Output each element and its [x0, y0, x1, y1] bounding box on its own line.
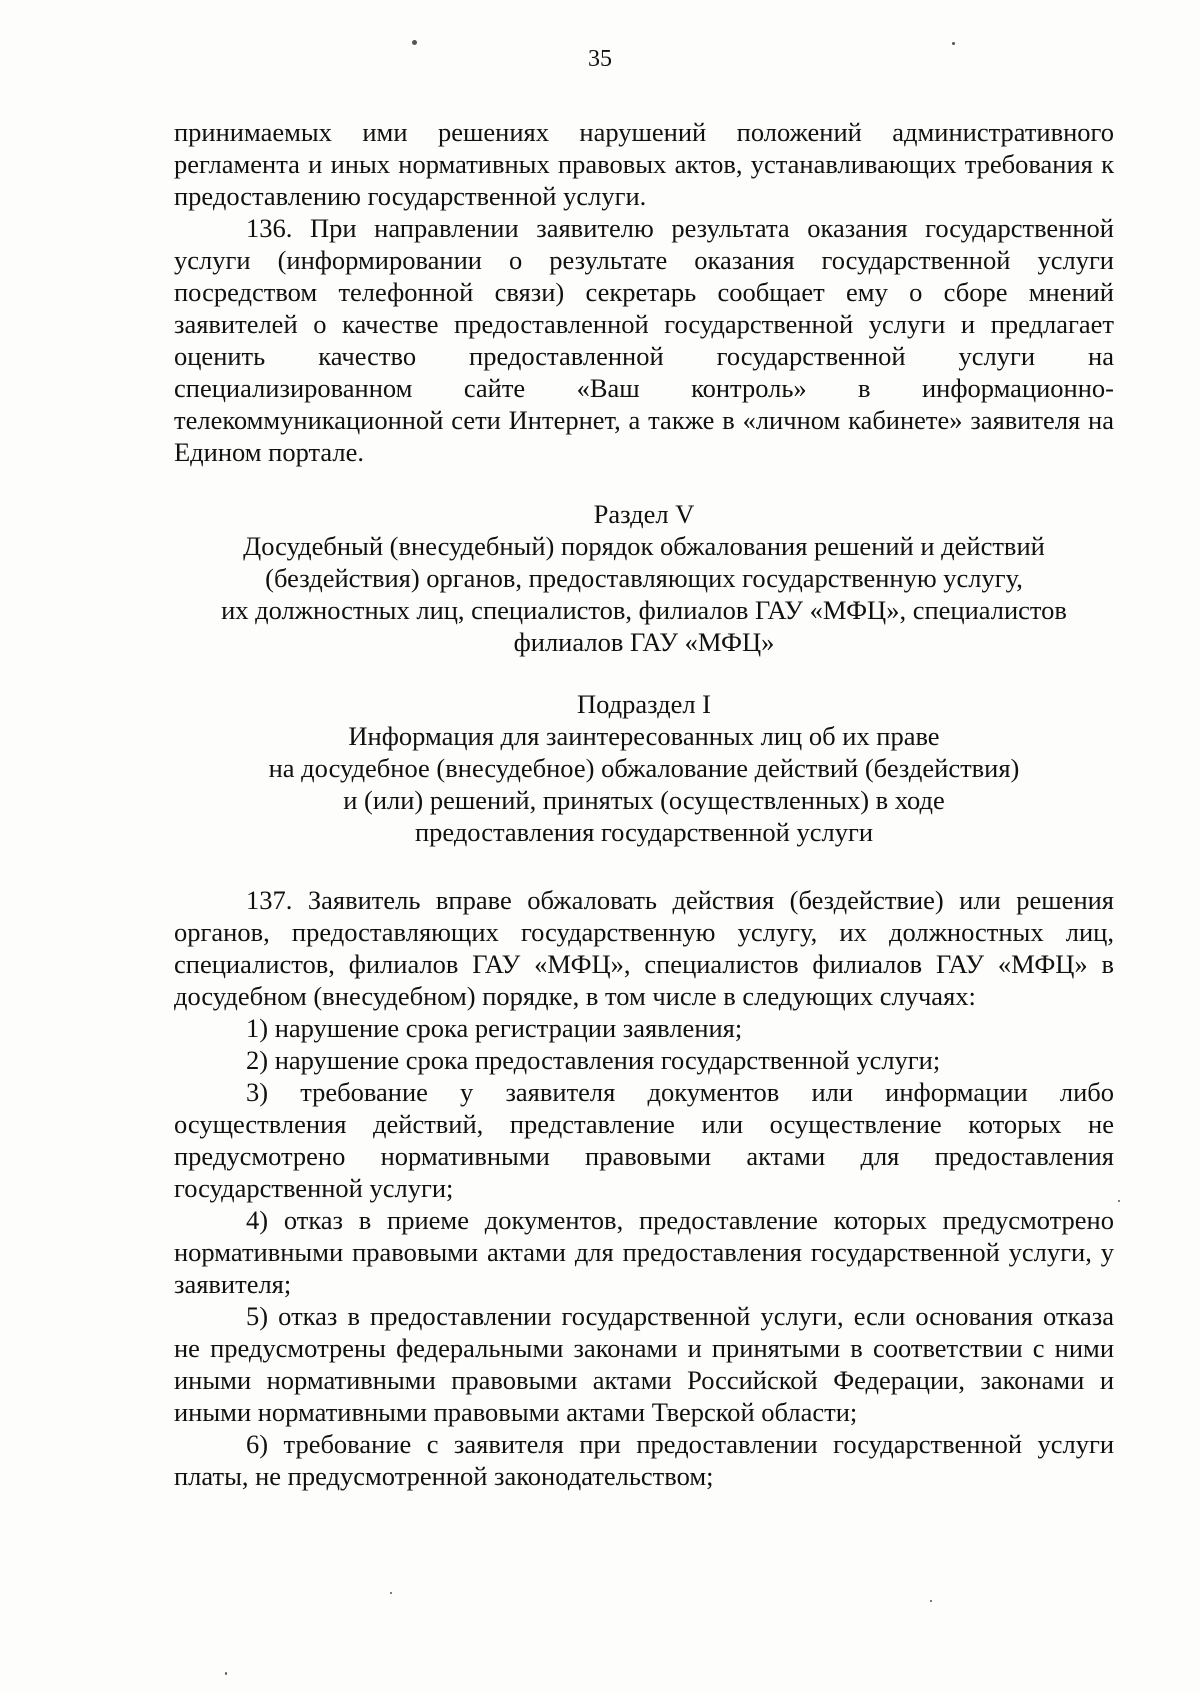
spacer [174, 848, 1114, 884]
list-item: 2) нарушение срока предоставления государственной услуги; [246, 1045, 941, 1075]
scan-speck [952, 42, 955, 45]
document-body [174, 116, 1114, 1492]
scan-speck [412, 40, 417, 45]
section-title-line: их должностных лиц, специалистов, филиалов ГАУ «МФЦ», специалистов [221, 595, 1067, 625]
subsection-label: Подраздел I [576, 689, 712, 719]
paragraph-136: 136. При направлении заявителю результата оказания государственной услуги (информировании о результате оказания государственной услуги посредством телефонной связи) секретарь сообщает ему о сборе мнений заявителей о качестве предоставленной государственной услуги и предлагает оценить качество предоставленной государственной услуги на специализированном сайте «Ваш контроль» в информационно-телекоммуникационной сети Интернет, а также в «личном кабинете» заявителя на Едином портале. [174, 213, 1114, 467]
spacer [174, 658, 1114, 688]
list-item: 5) отказ в предоставлении государственной услуги, если основания отказа не предусмотрены федеральными законами и принятыми в соответствии с ними иными нормативными правовыми актами Российской Федерации, законами и иными нормативными правовыми актами Тверской области; [174, 1301, 1114, 1427]
section-title-line: филиалов ГАУ «МФЦ» [513, 627, 775, 657]
paragraph-137: 137. Заявитель вправе обжаловать действия (бездействие) или решения органов, предоставляющих государственную услугу, их должностных лиц, специалистов, филиалов ГАУ «МФЦ», специалистов филиалов ГАУ «МФЦ» в досудебном (внесудебном) порядке, в том числе в следующих случаях: [174, 885, 1114, 1011]
subsection-title-line: и (или) решений, принятых (осуществленных) в ходе [343, 785, 945, 815]
scan-speck [1118, 1200, 1120, 1202]
scan-speck [225, 1672, 227, 1675]
subsection-title-line: предоставления государственной услуги [414, 817, 874, 847]
section-label: Раздел V [593, 499, 695, 529]
subsection-heading [174, 688, 1114, 848]
scan-speck [930, 1600, 932, 1602]
subsection-title-line: Информация для заинтересованных лиц об их праве [348, 721, 940, 751]
list-item: 6) требование с заявителя при предоставлении государственной услуги платы, не предусмотренной законодательством; [174, 1429, 1114, 1491]
page-number: 35 [588, 46, 612, 72]
scan-speck [390, 1592, 392, 1594]
list-item: 3) требование у заявителя документов или информации либо осуществления действий, представление или осуществление которых не предусмотрено нормативными правовыми актами для предоставления государственной услуги; [174, 1077, 1114, 1203]
section-heading [174, 498, 1114, 658]
section-title-line: (бездействия) органов, предоставляющих государственную услугу, [265, 563, 1023, 593]
list-item: 1) нарушение срока регистрации заявления; [246, 1013, 743, 1043]
paragraph-continuation: принимаемых ими решениях нарушений положений административного регламента и иных нормативных правовых актов, устанавливающих требования к предоставлению государственной услуги. [174, 117, 1114, 211]
subsection-title-line: на досудебное (внесудебное) обжалование действий (бездействия) [268, 753, 1020, 783]
spacer [174, 468, 1114, 498]
list-item: 4) отказ в приеме документов, предоставление которых предусмотрено нормативными правовыми актами для предоставления государственной услуги, у заявителя; [174, 1205, 1114, 1299]
section-title-line: Досудебный (внесудебный) порядок обжалования решений и действий [243, 531, 1045, 561]
